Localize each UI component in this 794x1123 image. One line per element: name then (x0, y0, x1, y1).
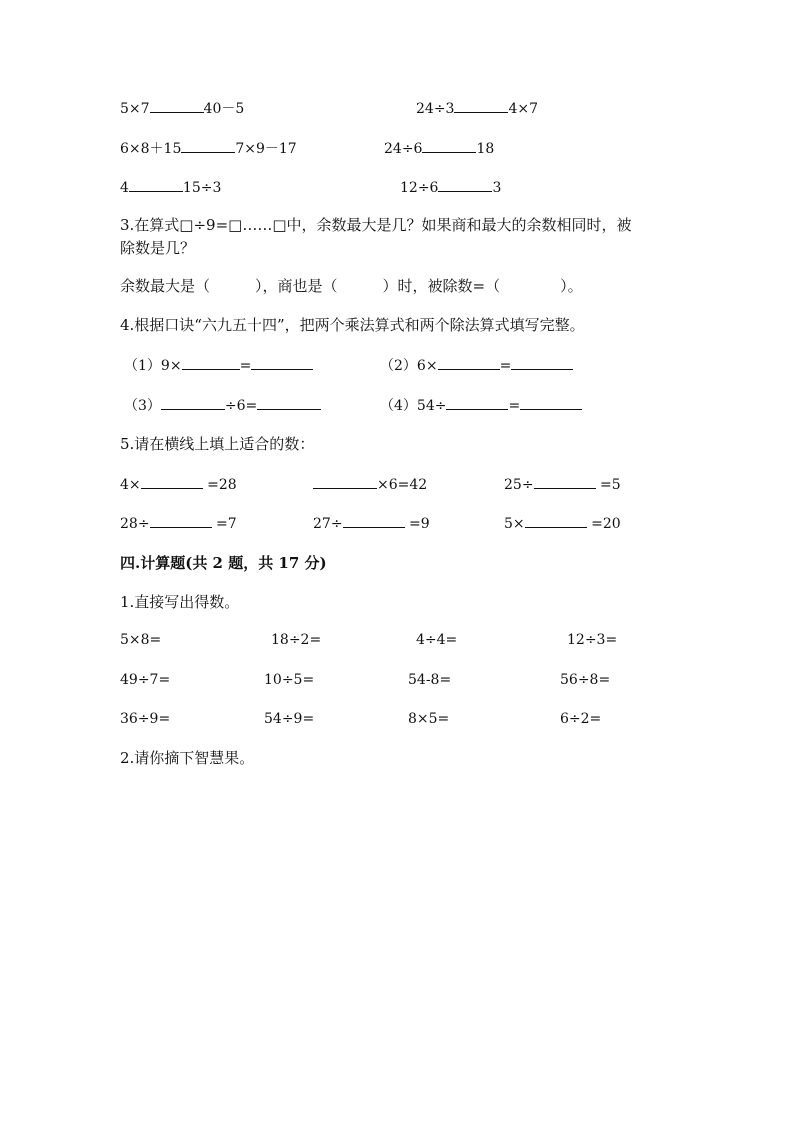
q5-cell3 (504, 474, 621, 494)
expr: ÷6= (224, 398, 258, 414)
answer-blank[interactable] (181, 138, 235, 153)
calc-item: 8×5= (408, 711, 450, 727)
item-number: （4） (380, 398, 417, 414)
answer-blank[interactable] (520, 395, 582, 410)
answer-blank[interactable] (422, 138, 476, 153)
answer-blank[interactable] (150, 513, 212, 528)
expr: 5× (504, 516, 525, 532)
expr: 6× (416, 358, 438, 374)
answer-blank[interactable] (251, 355, 313, 370)
expr: 54÷ (416, 398, 447, 414)
equals: = (239, 358, 252, 374)
calc-item: 56÷8= (560, 672, 611, 688)
answer-blank[interactable] (525, 513, 587, 528)
answer-blank[interactable] (343, 513, 405, 528)
expr: 9× (160, 358, 182, 374)
answer-blank[interactable] (182, 355, 240, 370)
expr: 18 (476, 141, 495, 157)
q5-cell4 (120, 513, 237, 533)
answer-blank[interactable] (161, 395, 225, 410)
answer-blank[interactable] (534, 474, 596, 489)
expr: 40－5 (203, 101, 245, 117)
compare-row3-right (400, 177, 501, 197)
q4-item2 (380, 355, 573, 375)
expr: 25÷ (504, 477, 534, 493)
compare-row2-left (120, 138, 297, 158)
expr: 5×7 (120, 101, 150, 117)
item-number: （3） (124, 398, 161, 414)
expr: 4 (120, 180, 129, 196)
q3-title-line1: 3.在算式□÷9=□……□中，余数最大是几？如果商和最大的余数相同时，被 (120, 216, 632, 234)
expr: =20 (591, 516, 621, 532)
q5-cell2 (313, 474, 427, 494)
answer-blank[interactable] (438, 355, 500, 370)
expr: 27÷ (313, 516, 343, 532)
q3-title-line2: 除数是几？ (120, 239, 196, 257)
compare-row1-right (416, 98, 538, 118)
expr: =28 (207, 477, 237, 493)
q5-title: 5.请在横线上填上适合的数： (120, 435, 315, 453)
calc-item: 12÷3= (567, 632, 618, 648)
item-number: （2） (380, 358, 417, 374)
answer-blank[interactable] (141, 474, 203, 489)
answer-blank[interactable] (150, 98, 204, 113)
expr: =9 (409, 516, 430, 532)
expr: 6×8＋15 (120, 141, 182, 157)
expr: 28÷ (120, 516, 150, 532)
expr: =5 (600, 477, 621, 493)
answer-blank[interactable] (257, 395, 321, 410)
expr: 12÷6 (400, 180, 439, 196)
expr: =7 (216, 516, 237, 532)
compare-row2-right (384, 138, 494, 158)
answer-blank[interactable] (438, 177, 492, 192)
calc-item: 49÷7= (120, 672, 171, 688)
calc-item: 4÷4= (416, 632, 458, 648)
answer-blank[interactable] (129, 177, 183, 192)
q5-cell5 (313, 513, 430, 533)
calc-item: 5×8= (120, 632, 162, 648)
s4-q1-title: 1.直接写出得数。 (120, 593, 240, 611)
q5-cell1 (120, 474, 237, 494)
calc-item: 36÷9= (120, 711, 171, 727)
calc-item: 54÷9= (264, 711, 315, 727)
q4-item3 (124, 395, 321, 415)
expr: ×6=42 (377, 477, 428, 493)
expr: 4× (120, 477, 141, 493)
q4-item4 (380, 395, 582, 415)
s4-q2-title: 2.请你摘下智慧果。 (120, 749, 255, 767)
q4-item1 (124, 355, 313, 375)
expr: 24÷3 (416, 101, 455, 117)
equals: = (499, 358, 512, 374)
calc-item: 10÷5= (264, 672, 315, 688)
item-number: （1） (124, 358, 161, 374)
expr: 7×9－17 (235, 141, 297, 157)
q5-cell6 (504, 513, 621, 533)
q4-title: 4.根据口诀“六九五十四”，把两个乘法算式和两个除法算式填写完整。 (120, 316, 585, 334)
calc-item: 6÷2= (560, 711, 602, 727)
compare-row3-left (120, 177, 221, 197)
section4-heading: 四.计算题(共 2 题，共 17 分) (120, 554, 327, 572)
expr: 15÷3 (182, 180, 222, 196)
answer-blank[interactable] (454, 98, 508, 113)
answer-blank[interactable] (446, 395, 508, 410)
calc-item: 18÷2= (271, 632, 322, 648)
compare-row1-left (120, 98, 244, 118)
expr: 24÷6 (384, 141, 423, 157)
expr: 3 (492, 180, 502, 196)
expr: 4×7 (508, 101, 538, 117)
equals: = (508, 398, 521, 414)
calc-item: 54-8= (408, 672, 452, 688)
answer-blank[interactable] (511, 355, 573, 370)
q3-answer: 余数最大是（ ），商也是（ ）时，被除数=（ ）。 (120, 277, 583, 295)
answer-blank[interactable] (313, 474, 377, 489)
